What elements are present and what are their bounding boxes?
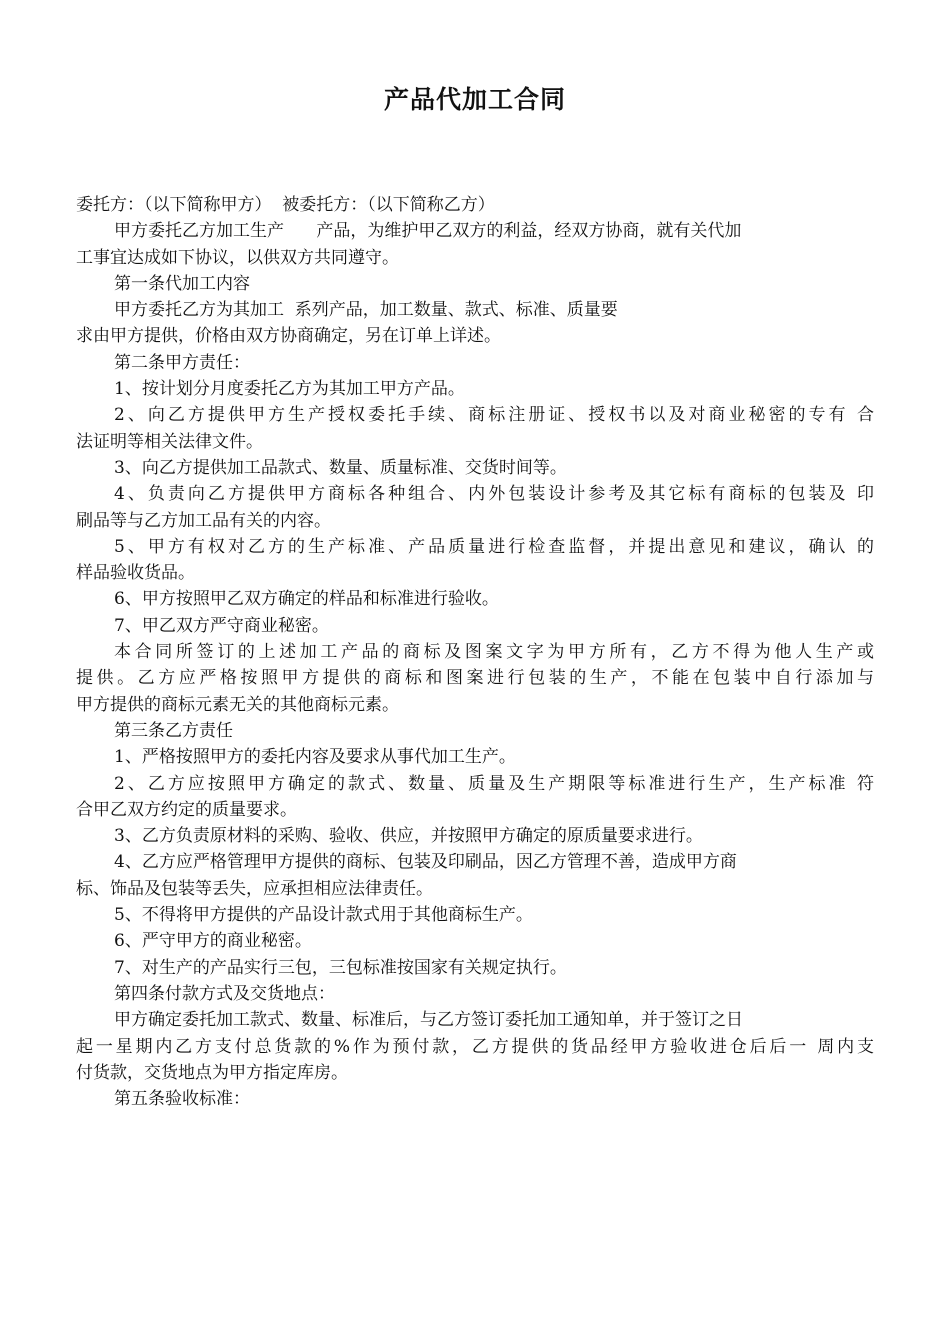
contract-line: 提供。乙方应严格按照甲方提供的商标和图案进行包装的生产，不能在包装中自行添加与 [76,668,874,689]
contract-body [76,192,874,1112]
contract-line: 6、严守甲方的商业秘密。 [114,931,312,952]
contract-line: 本合同所签订的上述加工产品的商标及图案文字为甲方所有，乙方不得为他人生产或 [114,642,874,663]
contract-line: 1、严格按照甲方的委托内容及要求从事代加工生产。 [114,747,516,768]
contract-line: 5、不得将甲方提供的产品设计款式用于其他商标生产。 [114,905,533,926]
contract-line: 6、甲方按照甲乙双方确定的样品和标准进行验收。 [114,589,499,610]
contract-line: 工事宜达成如下协议，以供双方共同遵守。 [76,247,399,268]
contract-line: 3、乙方负责原材料的采购、验收、供应，并按照甲方确定的原质量要求进行。 [114,826,703,847]
contract-line: 4、负责向乙方提供甲方商标各种组合、内外包装设计参考及其它标有商标的包装及 印 [114,484,874,505]
contract-line: 甲方确定委托加工款式、数量、标准后，与乙方签订委托加工通知单，并于签订之日 [114,1010,743,1031]
contract-line: 第一条代加工内容 [114,273,250,294]
contract-line: 第四条付款方式及交货地点： [114,983,335,1004]
contract-line: 2、乙方应按照甲方确定的款式、数量、质量及生产期限等标准进行生产，生产标准 符 [114,773,874,794]
contract-line: 样品验收货品。 [76,563,195,584]
contract-line: 刷品等与乙方加工品有关的内容。 [76,510,331,531]
contract-line: 2、向乙方提供甲方生产授权委托手续、商标注册证、授权书以及对商业秘密的专有 合 [114,405,874,426]
contract-line: 甲方委托乙方加工生产 产品，为维护甲乙双方的利益，经双方协商，就有关代加 [114,221,742,242]
contract-line: 起一星期内乙方支付总货款的%作为预付款，乙方提供的货品经甲方验收进仓后后一 周内支 [76,1036,874,1057]
contract-line: 求由甲方提供，价格由双方协商确定，另在订单上详述。 [76,326,501,347]
contract-line: 7、甲乙双方严守商业秘密。 [114,615,329,636]
contract-line: 标、饰品及包装等丢失，应承担相应法律责任。 [76,878,433,899]
contract-line: 甲方提供的商标元素无关的其他商标元素。 [76,694,399,715]
contract-line: 合甲乙双方约定的质量要求。 [76,799,297,820]
contract-line: 付货款，交货地点为甲方指定库房。 [76,1062,348,1083]
contract-line: 甲方委托乙方为其加工 系列产品，加工数量、款式、标准、质量要 [114,300,618,321]
contract-line: 委托方：（以下简称甲方） 被委托方：（以下简称乙方） [76,195,495,215]
contract-line: 法证明等相关法律文件。 [76,431,263,452]
contract-line: 5、甲方有权对乙方的生产标准、产品质量进行检查监督，并提出意见和建议，确认 的 [114,536,874,557]
contract-line: 3、向乙方提供加工品款式、数量、质量标准、交货时间等。 [114,457,567,478]
contract-line: 4、乙方应严格管理甲方提供的商标、包装及印刷品，因乙方管理不善，造成甲方商 [114,852,737,873]
contract-line: 1、按计划分月度委托乙方为其加工甲方产品。 [114,379,465,400]
page-title: 产品代加工合同 [383,85,566,114]
contract-line: 7、对生产的产品实行三包，三包标准按国家有关规定执行。 [114,957,567,978]
contract-line: 第二条甲方责任： [114,352,250,373]
contract-line: 第三条乙方责任 [114,720,233,741]
contract-line: 第五条验收标准： [114,1089,250,1110]
